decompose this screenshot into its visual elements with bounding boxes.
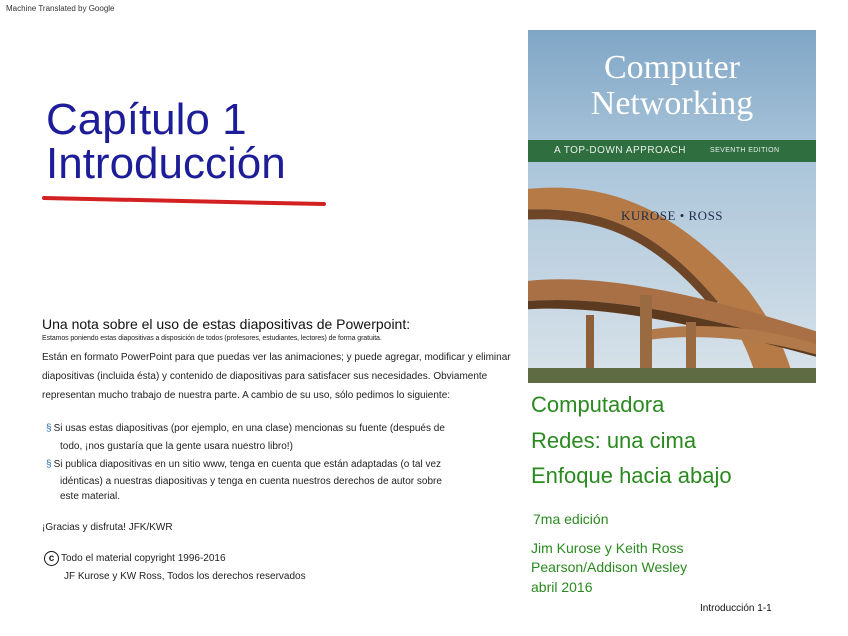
- bullet-1-line2: todo, ¡nos gustaría que la gente usara nuestro libro!): [60, 441, 293, 452]
- note-small-line: Estamos poniendo estas diapositivas a disposición de todos (profesores, estudiantes, lectores) de forma gratuita.: [42, 335, 382, 342]
- book-authors: Jim Kurose y Keith Ross: [531, 540, 684, 556]
- book-title-line2: Redes: una cima: [531, 428, 697, 453]
- book-title-line1: Computadora: [531, 392, 665, 417]
- copyright-icon: c: [44, 551, 59, 566]
- cover-authors: KUROSE • ROSS: [620, 208, 724, 223]
- bullet-marker-icon: §: [46, 423, 52, 434]
- cover-title-line1: Computer: [604, 49, 740, 86]
- bullet-1-line1: Si usas estas diapositivas (por ejemplo, en una clase) mencionas su fuente (después de: [53, 423, 445, 434]
- thanks-line: ¡Gracias y disfruta! JFK/KWR: [42, 522, 173, 533]
- cover-subtitle: A TOP-DOWN APPROACH: [554, 145, 686, 156]
- bullet-2-line2: idénticas) a nuestras diapositivas y tenga en cuenta nuestros derechos de autor sobre: [60, 476, 442, 487]
- slide-title: [46, 95, 286, 188]
- slide-title-line2: Introducción: [46, 139, 286, 188]
- bullet-2: [46, 456, 442, 504]
- note-paragraph: Están en formato PowerPoint para que puedas ver las animaciones; y puede agregar, modificar y eliminar diapositivas (incluida ésta) y contenido de diapositivas para satisfacer sus necesidades. Obviamente representan mucho trabajo de nuestra parte. A cambio de su uso, sólo pedimos lo siguiente:: [42, 352, 511, 401]
- bullet-2-line1: Si publica diapositivas en un sitio www, tenga en cuenta que están adaptadas (o tal vez: [53, 459, 442, 470]
- copyright-text: Todo el material copyright 1996-2016: [61, 553, 226, 565]
- page-number: Introducción 1-1: [700, 603, 772, 614]
- bullet-marker-icon: §: [46, 459, 52, 470]
- book-publisher: Pearson/Addison Wesley: [531, 559, 688, 575]
- machine-translated-label: Machine Translated by Google: [6, 4, 115, 13]
- book-edition: 7ma edición: [533, 511, 609, 527]
- book-title-line3: Enfoque hacia abajo: [531, 463, 732, 488]
- cover-title-line2: Networking: [590, 85, 754, 122]
- copyright-line1: [44, 551, 226, 566]
- bullet-1: [46, 420, 445, 456]
- bullet-2-line3: este material.: [60, 491, 121, 502]
- cover-edition: SEVENTH EDITION: [710, 147, 780, 154]
- copyright-line2: JF Kurose y KW Ross, Todos los derechos reservados: [64, 571, 306, 582]
- book-date: abril 2016: [531, 579, 593, 595]
- book-cover: [528, 30, 816, 383]
- cover-title: [528, 50, 816, 122]
- title-underline: [40, 190, 330, 214]
- note-heading: Una nota sobre el uso de estas diapositivas de Powerpoint:: [42, 316, 411, 332]
- slide-title-line1: Capítulo 1: [46, 95, 247, 144]
